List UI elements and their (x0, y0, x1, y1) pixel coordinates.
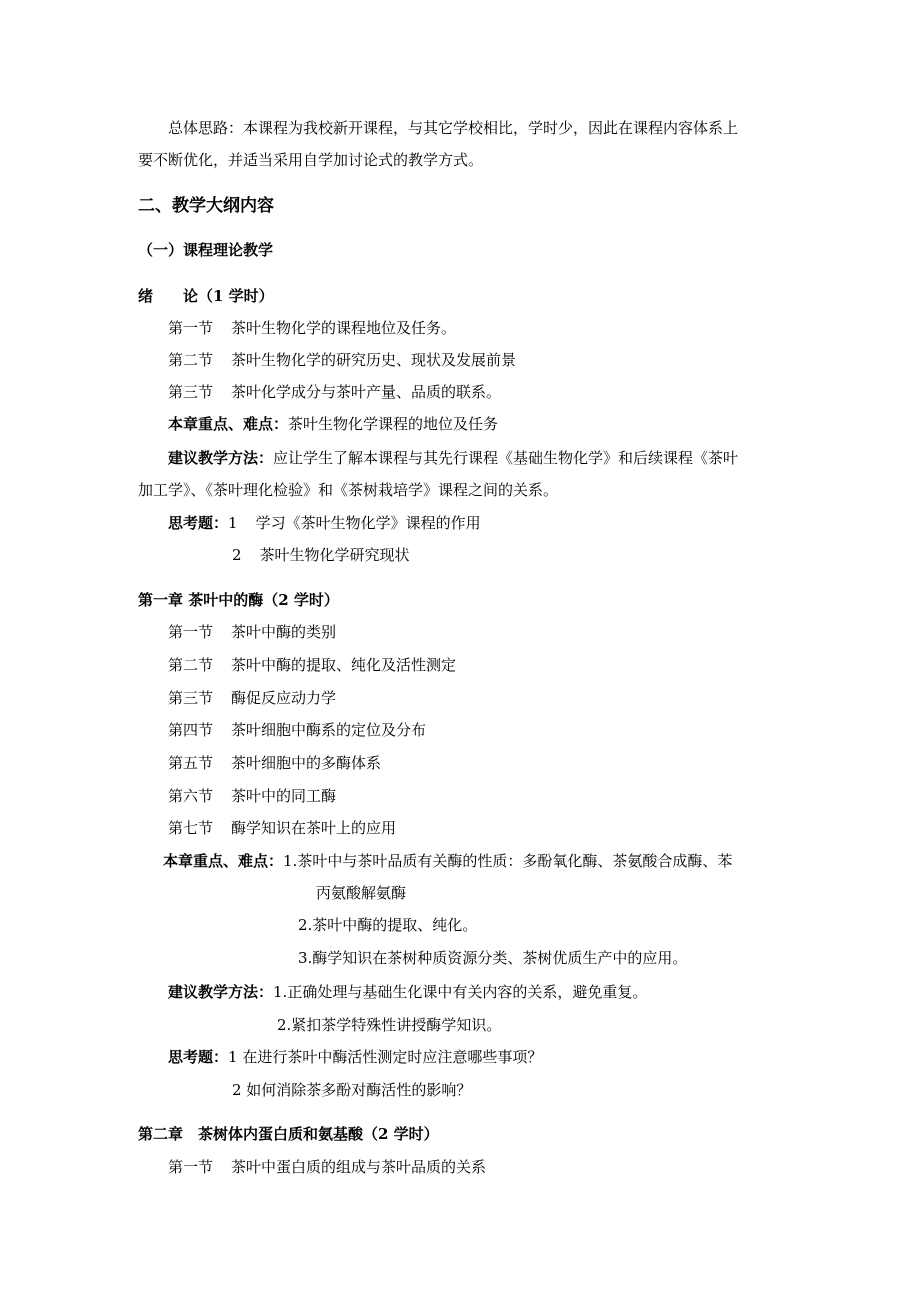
teaching-method-line-2: 加工学》、《茶叶理化检验》和《茶树栽培学》课程之间的关系。 (138, 481, 559, 499)
chapter-1-question-2: 2 如何消除茶多酚对酶活性的影响？ (232, 1081, 472, 1099)
chapter-1-title: 第一章 茶叶中的酶（2 学时） (138, 591, 339, 609)
list-item: 第五节 茶叶细胞中的多酶体系 (168, 754, 382, 772)
list-item: 第一节 茶叶中蛋白质的组成与茶叶品质的关系 (168, 1158, 487, 1176)
list-item: 第七节 酶学知识在茶叶上的应用 (168, 819, 397, 837)
section-title: 二、教学大纲内容 (138, 196, 274, 216)
chapter-1-method-1: 建议教学方法：1.正确处理与基础生化课中有关内容的关系，避免重复。 (168, 983, 648, 1001)
list-item: 第一节 茶叶生物化学的课程地位及任务。 (168, 319, 457, 337)
intro-chapter-title: 绪 论（1 学时） (138, 287, 274, 305)
chapter-1-key-point-3: 3.酶学知识在茶树种质资源分类、茶树优质生产中的应用。 (298, 949, 688, 967)
teaching-method-line-1: 建议教学方法：应让学生了解本课程与其先行课程《基础生物化学》和后续课程《茶叶 (168, 449, 739, 467)
intro-line-2: 要不断优化，并适当采用自学加讨论式的教学方式。 (138, 151, 484, 169)
chapter-1-key-point-2: 2.茶叶中酶的提取、纯化。 (298, 916, 478, 934)
chapter-1-method-2: 2.紧扣茶学特殊性讲授酶学知识。 (277, 1016, 502, 1034)
list-item: 第二节 茶叶中酶的提取、纯化及活性测定 (168, 656, 457, 674)
subsection-title: （一）课程理论教学 (138, 241, 274, 259)
chapter-2-title: 第二章 茶树体内蛋白质和氨基酸（2 学时） (138, 1125, 439, 1143)
list-item: 第六节 茶叶中的同工酶 (168, 787, 337, 805)
key-points: 本章重点、难点：茶叶生物化学课程的地位及任务 (168, 415, 499, 433)
list-item: 第三节 茶叶化学成分与茶叶产量、品质的联系。 (168, 383, 502, 401)
intro-line-1: 总体思路：本课程为我校新开课程，与其它学校相比，学时少，因此在课程内容体系上 (168, 119, 739, 137)
list-item: 第三节 酶促反应动力学 (168, 689, 337, 707)
list-item: 第一节 茶叶中酶的类别 (168, 623, 337, 641)
question-2: 2 茶叶生物化学研究现状 (232, 546, 410, 564)
list-item: 第四节 茶叶细胞中酶系的定位及分布 (168, 721, 427, 739)
chapter-1-question-1: 思考题：1 在进行茶叶中酶活性测定时应注意哪些事项？ (168, 1048, 543, 1066)
question-1: 思考题：1 学习《茶叶生物化学》课程的作用 (168, 514, 481, 532)
list-item: 第二节 茶叶生物化学的研究历史、现状及发展前景 (168, 351, 517, 369)
chapter-1-key-points: 本章重点、难点：1.茶叶中与茶叶品质有关酶的性质：多酚氧化酶、茶氨酸合成酶、苯 (163, 852, 733, 870)
chapter-1-key-point-1-cont: 丙氨酸解氨酶 (316, 884, 407, 902)
